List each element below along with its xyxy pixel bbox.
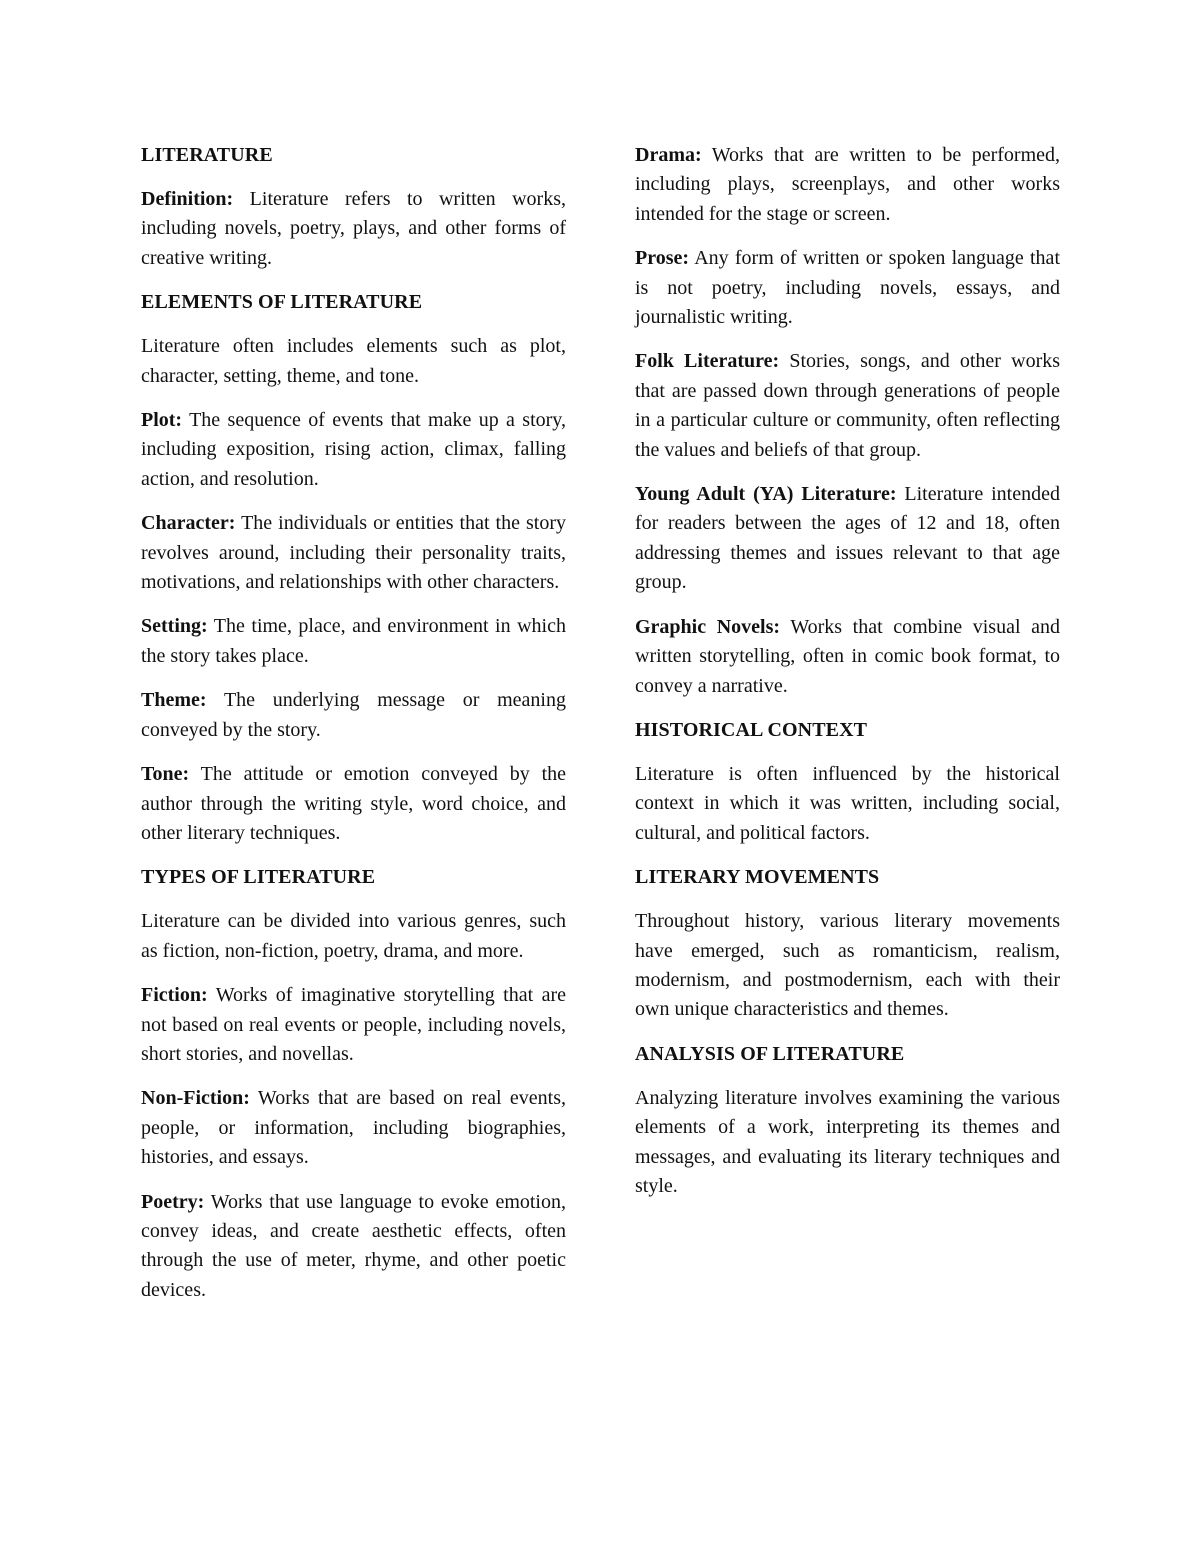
body-paragraph: Literature is often influenced by the historical context in which it was written, including social, cultural, and political factors. <box>635 762 1060 844</box>
term-label: Poetry: <box>141 1190 205 1213</box>
graphic-novels-paragraph <box>635 613 1060 701</box>
young-adult-paragraph <box>635 480 1060 598</box>
term-description: Works that use language to evoke emotion, convey ideas, and create aesthetic effects, often through the use of meter, rhyme, and other poetic devices. <box>141 1190 566 1301</box>
plot-paragraph <box>141 406 566 494</box>
term-description: The underlying message or meaning conveyed by the story. <box>141 689 566 741</box>
section-heading: HISTORICAL CONTEXT <box>635 718 868 741</box>
term-label: Folk Literature: <box>635 350 780 373</box>
term-description: Works of imaginative storytelling that are not based on real events or people, including novels, short stories, and novellas. <box>141 984 566 1065</box>
term-label: Young Adult (YA) Literature: <box>635 483 897 506</box>
body-paragraph: Analyzing literature involves examining the various elements of a work, interpreting its themes and messages, and evaluating its literary techniques and style. <box>635 1086 1060 1197</box>
section-heading: ELEMENTS OF LITERATURE <box>141 291 423 314</box>
term-label: Non-Fiction: <box>141 1087 250 1110</box>
term-label: Definition: <box>141 188 234 210</box>
term-label: Graphic Novels: <box>635 615 781 638</box>
term-label: Drama: <box>635 144 702 166</box>
term-label: Tone: <box>141 763 190 786</box>
fiction-paragraph <box>141 981 566 1069</box>
term-description: The sequence of events that make up a story, including exposition, rising action, climax, falling action, and resolution. <box>141 409 566 490</box>
term-description: The attitude or emotion conveyed by the author through the writing style, word choice, and other literary techniques. <box>141 763 566 844</box>
term-description: Works that are written to be performed, including plays, screenplays, and other works intended for the stage or screen. <box>635 144 1060 225</box>
section-heading: ANALYSIS OF LITERATURE <box>635 1042 905 1065</box>
section-heading: TYPES OF LITERATURE <box>141 866 376 889</box>
section-heading: LITERARY MOVEMENTS <box>635 866 880 889</box>
term-description: Literature intended for readers between the ages of 12 and 18, often addressing themes and issues relevant to that age group. <box>635 483 1060 594</box>
body-paragraph: Throughout history, various literary movements have emerged, such as romanticism, realism, modernism, and postmodernism, each with their own unique characteristics and themes. <box>635 910 1060 1021</box>
non-fiction-paragraph <box>141 1084 566 1172</box>
term-description: Stories, songs, and other works that are passed down through generations of people in a particular culture or community, often reflecting the values and beliefs of that group. <box>635 350 1061 461</box>
body-paragraph: Literature often includes elements such as plot, character, setting, theme, and tone. <box>141 335 566 387</box>
term-description: Works that combine visual and written storytelling, often in comic book format, to convey a narrative. <box>635 615 1061 697</box>
term-description: The time, place, and environment in which the story takes place. <box>141 615 566 667</box>
prose-paragraph <box>635 244 1060 332</box>
left-column <box>141 141 566 1320</box>
section-heading: LITERATURE <box>141 144 273 166</box>
term-description: Works that are based on real events, people, or information, including biographies, histories, and essays. <box>141 1087 566 1169</box>
tone-paragraph <box>141 760 566 848</box>
theme-paragraph <box>141 686 566 745</box>
term-description: Literature refers to written works, including novels, poetry, plays, and other forms of creative writing. <box>141 188 566 269</box>
setting-paragraph <box>141 612 566 671</box>
right-column <box>635 141 1060 1216</box>
term-description: Any form of written or spoken language that is not poetry, including novels, essays, and journalistic writing. <box>635 247 1060 329</box>
definition-paragraph <box>141 185 566 273</box>
drama-paragraph <box>635 141 1060 229</box>
term-label: Fiction: <box>141 984 208 1007</box>
term-label: Character: <box>141 512 236 535</box>
character-paragraph <box>141 509 566 597</box>
poetry-paragraph <box>141 1188 566 1306</box>
term-label: Setting: <box>141 615 208 638</box>
term-label: Prose: <box>635 247 690 270</box>
term-label: Plot: <box>141 409 183 432</box>
folk-literature-paragraph <box>635 347 1060 465</box>
term-label: Theme: <box>141 689 207 712</box>
body-paragraph: Literature can be divided into various genres, such as fiction, non-fiction, poetry, drama, and more. <box>141 910 566 962</box>
term-description: The individuals or entities that the story revolves around, including their personality traits, motivations, and relationships with other characters. <box>141 512 566 594</box>
